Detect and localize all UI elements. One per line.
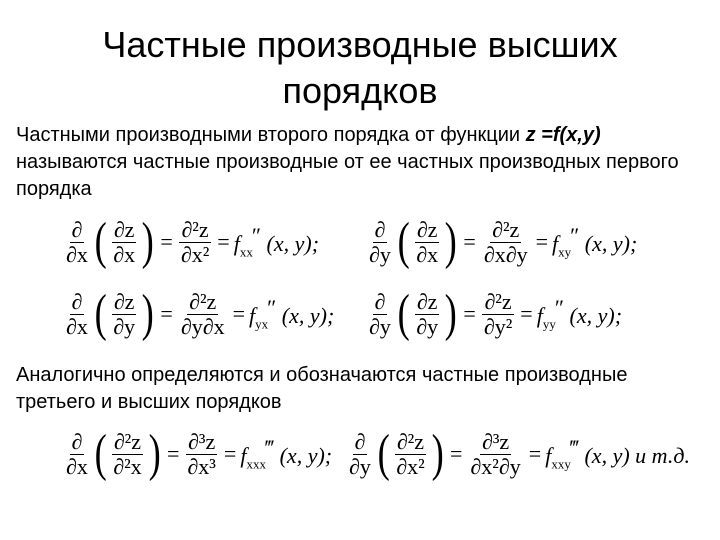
outer-derivative: $\frac{\partial}{\partial x}$ [66, 428, 88, 479]
equals-sign: = [450, 441, 463, 466]
formula-row1-1 [62, 213, 320, 270]
function-notation: z =f(x,y) [525, 124, 601, 146]
intro-text: Частными производными второго порядка от функции [16, 124, 526, 146]
equals-sign: = [223, 441, 237, 466]
function-notation: $f_{yy}''$ (x, y); [536, 295, 623, 332]
higher-derivative: $\frac{\text{∂³z}}{\text{∂x²∂y}}$ [470, 428, 521, 479]
outer-derivative: $\frac{\partial}{\partial x}$ [66, 216, 88, 267]
outer-derivative: $\frac{\partial}{\partial x}$ [66, 288, 88, 339]
higher-derivative: $\frac{\text{∂²z}}{\text{∂y²}}$ [483, 288, 513, 339]
equals-sign: = [160, 301, 173, 326]
inner-derivative: $\frac{\partial z}{\partial x}$ [113, 216, 136, 267]
higher-derivative: $\frac{\text{∂²z}}{\text{∂x²}}$ [180, 216, 210, 267]
equals-sign: = [160, 229, 173, 254]
equals-sign: = [217, 229, 230, 254]
outer-derivative: $\frac{\partial}{\partial y}$ [349, 428, 371, 479]
equals-sign: = [535, 229, 548, 254]
parenthesized-derivative: ( $\frac{\text{∂²z}}{\text{∂²x}}$ ) [94, 425, 161, 482]
function-notation: $f_{yx}''$ (x, y); [249, 295, 335, 332]
third-order-paragraph: Аналогично определяются и обозначаются частные производные третьего и высших порядков [16, 364, 628, 413]
function-notation: $f_{xxy}‴$ (x, y) и т.д. [545, 435, 690, 472]
intro-paragraph [16, 122, 706, 203]
formula-row2-2 [365, 285, 623, 342]
equals-sign: = [463, 229, 476, 254]
higher-derivative: $\frac{\text{∂²z}}{\partial y\partial x}$ [180, 288, 225, 339]
higher-derivative: $\frac{\text{∂²z}}{\partial x\partial y}$ [483, 216, 528, 267]
formula-row3-2 [345, 425, 690, 482]
inner-derivative: $\frac{\text{∂²z}}{\text{∂²x}}$ [113, 428, 142, 479]
equals-sign: = [232, 301, 245, 326]
slide-title [0, 22, 720, 114]
title-line-2: порядков [282, 70, 438, 111]
outer-derivative: $\frac{\partial}{\partial y}$ [369, 216, 391, 267]
higher-derivative: $\frac{\text{∂³z}}{\text{∂x³}}$ [187, 428, 216, 479]
function-notation: $f_{xy}''$ (x, y); [552, 223, 638, 260]
outer-derivative: $\frac{\partial}{\partial y}$ [369, 288, 391, 339]
function-notation: $f_{xx}''$ (x, y); [233, 223, 320, 260]
intro-text-2: называются частные производные от ее частных производных первого порядка [16, 151, 679, 200]
formula-row1-2 [365, 213, 638, 270]
equals-sign: = [528, 441, 542, 466]
formula-row2-1 [62, 285, 335, 342]
equals-sign: = [167, 441, 180, 466]
equals-sign: = [520, 301, 533, 326]
parenthesized-derivative: ( $\frac{\partial z}{\partial x}$ ) [397, 213, 457, 270]
inner-derivative: $\frac{\partial z}{\partial y}$ [416, 288, 439, 339]
function-notation: $f_{xxx}‴$ (x, y); [240, 435, 333, 472]
parenthesized-derivative: ( $\frac{\text{∂²z}}{\text{∂x²}}$ ) [377, 425, 444, 482]
inner-derivative: $\frac{\partial z}{\partial y}$ [113, 288, 136, 339]
equals-sign: = [463, 301, 476, 326]
parenthesized-derivative: ( $\frac{\partial z}{\partial x}$ ) [94, 213, 154, 270]
title-line-1: Частные производные высших [102, 24, 618, 65]
formula-row3-1 [62, 425, 333, 482]
parenthesized-derivative: ( $\frac{\partial z}{\partial y}$ ) [397, 285, 457, 342]
inner-derivative: $\frac{\text{∂²z}}{\text{∂x²}}$ [396, 428, 425, 479]
parenthesized-derivative: ( $\frac{\partial z}{\partial y}$ ) [94, 285, 154, 342]
inner-derivative: $\frac{\partial z}{\partial x}$ [416, 216, 439, 267]
